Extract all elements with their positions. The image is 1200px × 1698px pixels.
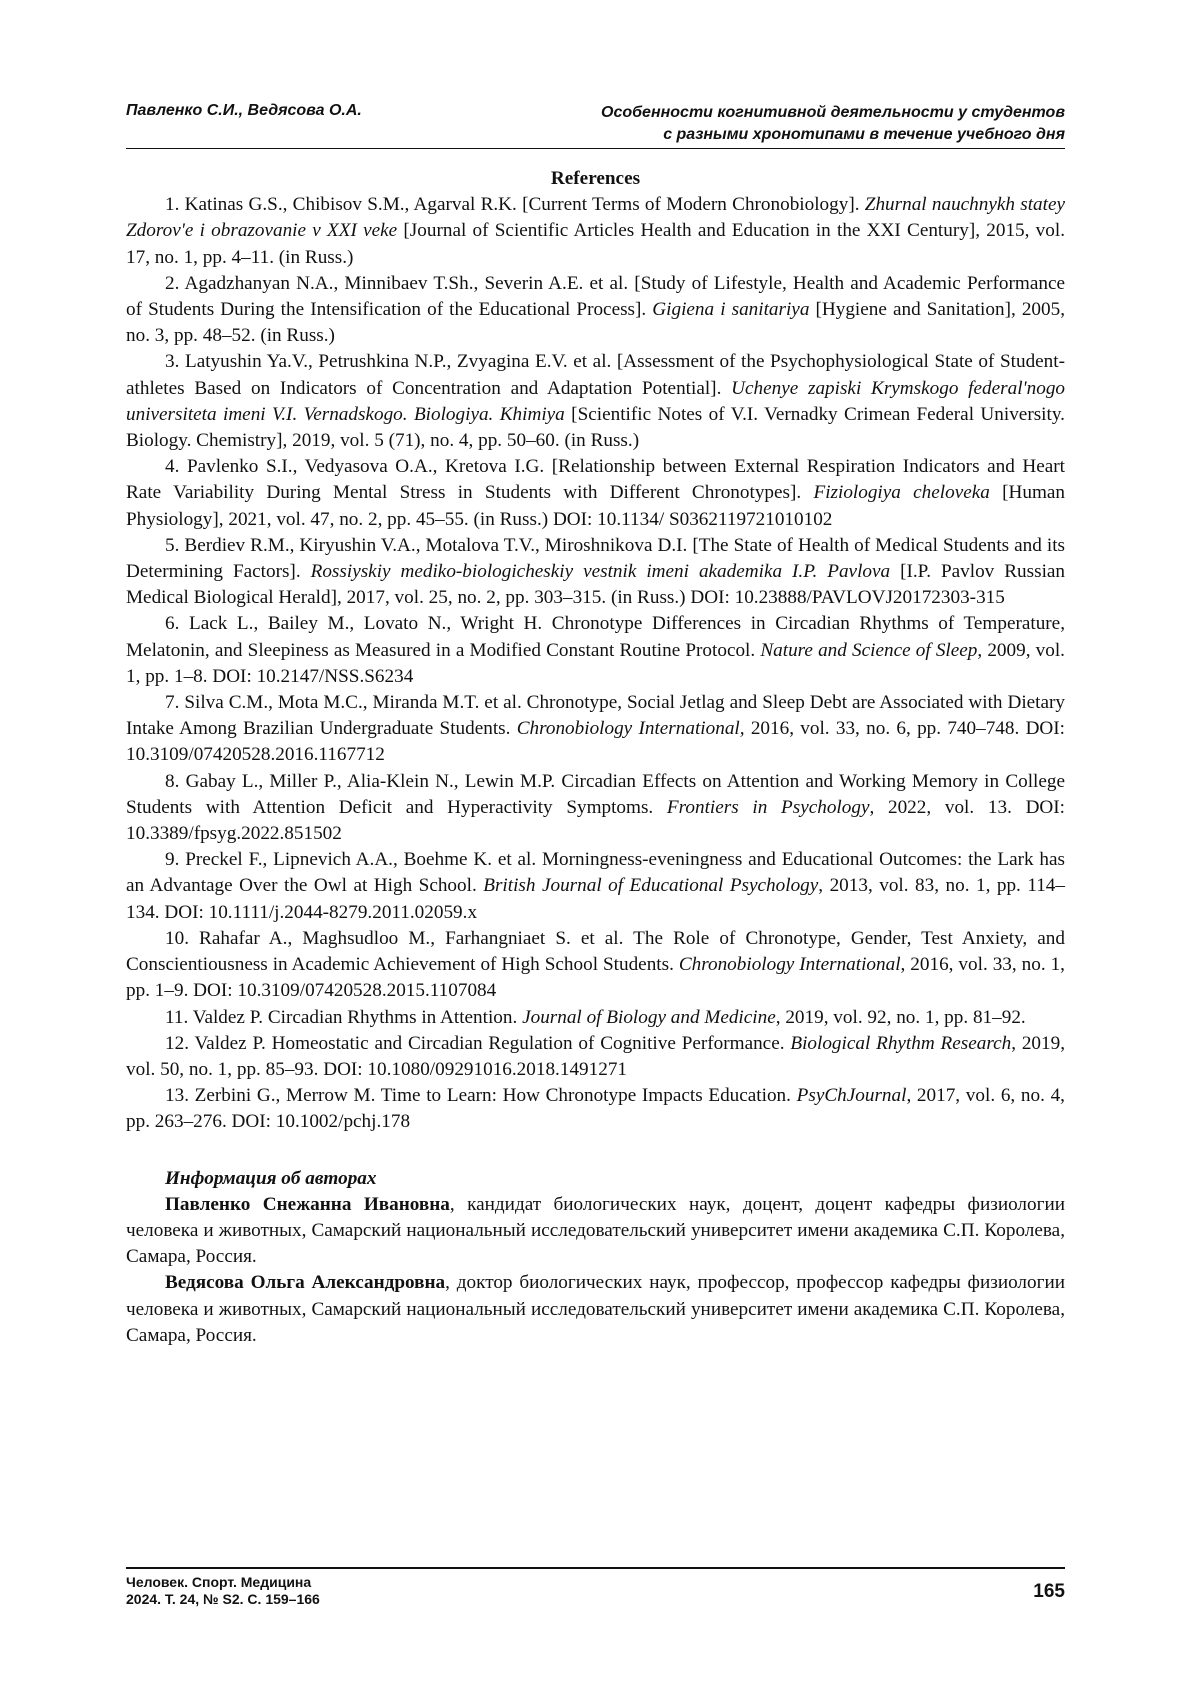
reference-source-title: Uchenye zapiski Krymskogo federal'nogo universiteta imeni V.I. Vernadskogo. Biologiya. Khimiya [126,377,1066,425]
reference-item [126,690,1065,769]
reference-item [126,349,1065,454]
reference-list [126,192,1065,1135]
reference-source-title: PsyChJournal [796,1085,907,1107]
reference-text: 11. Valdez P. Circadian Rhythms in Attention. [165,1006,523,1028]
authors-info-heading: Информация об авторах [165,1167,377,1189]
running-header-authors: Павленко С.И., Ведясова О.А. [126,102,362,119]
reference-source-title: Fiziologiya cheloveka [813,482,990,504]
reference-source-title: Journal of Biology and Medicine [522,1006,776,1028]
reference-details: , 2019, vol. 92, no. 1, pp. 81–92. [775,1006,1026,1028]
reference-details: , 2009, vol. 1, pp. 1–8. DOI: 10.2147/NSS.S6234 [126,639,1065,687]
reference-text: 1. Katinas G.S., Chibisov S.M., Agarval R.K. [Current Terms of Modern Chronobiology]. [165,194,865,216]
reference-item [126,611,1065,690]
reference-item [126,1031,1065,1083]
reference-details: [Scientific Notes of V.I. Vernadky Crimean Federal University. Biology. Chemistry], 2019, vol. 5 (71), no. 4, pp. 50–60. (in Russ.) [126,403,1065,452]
footer-divider [126,1567,1065,1569]
reference-item [126,454,1065,533]
reference-source-title: Biological Rhythm Research [790,1032,1012,1054]
journal-name: Человек. Спорт. Медицина [126,1574,312,1590]
reference-text: 2. Agadzhanyan N.A., Minnibaev T.Sh., Severin A.E. et al. [Study of Lifestyle, Health and Academic Performance of Students During the Intensification of the Educational Process]. [126,272,1065,321]
author-name: Ведясова Ольга Александровна [165,1272,446,1294]
reference-details: [Human Physiology], 2021, vol. 47, no. 2, pp. 45–55. (in Russ.) DOI: 10.1134/ S0362119721010102 [126,482,1065,530]
reference-source-title: Nature and Science of Sleep [760,639,978,661]
reference-source-title: Chronobiology International, [516,718,745,740]
reference-item [126,926,1065,1005]
reference-source-title: Rossiyskiy mediko-biologicheskiy vestnik imeni akademika I.P. Pavlova [310,561,891,583]
reference-text: 6. Lack L., Bailey M., Lovato N., Wright H. Chronotype Differences in Circadian Rhythms of Temperature, Melatonin, and Sleepiness as Measured in a Modified Constant Routine Protocol. [126,613,1065,661]
author-entry [126,1270,1065,1349]
reference-text: 13. Zerbini G., Merrow M. Time to Learn: How Chronotype Impacts Education. [165,1085,797,1107]
reference-text: 5. Berdiev R.M., Kiryushin V.A., Motalova T.V., Miroshnikova D.I. [The State of Health of Medical Students and its Determining Factors]. [126,534,1065,583]
author-details: , доктор биологических наук, профессор, профессор кафедры физиологии человека и животных, Самарский национальный исследовательский университет имени академика С.П. Королева, Самара, Россия. [126,1272,1065,1346]
authors-info-section [126,1166,1065,1349]
reference-text: 10. Rahafar A., Maghsudloo M., Farhangniaet S. et al. The Role of Chronotype, Gender, Test Anxiety, and Conscientiousness in Academic Achievement of High School Students. [126,927,1065,976]
author-details: , кандидат биологических наук, доцент, доцент кафедры физиологии человека и животных, Самарский национальный исследовательский университет имени академика С.П. Королева, Самара, Россия. [126,1193,1065,1268]
reference-details: , 2022, vol. 13. DOI: 10.3389/fpsyg.2022.851502 [126,796,1065,845]
reference-source-title: Chronobiology International [678,954,901,976]
references-heading: References [550,168,641,189]
reference-details: , 2016, vol. 33, no. 1, pp. 1–9. DOI: 10.3109/07420528.2015.1107084 [126,954,1065,1002]
author-entry [126,1192,1065,1271]
reference-item [126,533,1065,612]
reference-details: , 2013, vol. 83, no. 1, pp. 114–134. DOI: 10.1111/j.2044-8279.2011.02059.x [126,875,1065,923]
journal-issue: 2024. Т. 24, № S2. С. 159–166 [126,1591,320,1607]
reference-item [126,192,1065,271]
running-header-title-line: Особенности когнитивной деятельности у студентов [601,104,1065,121]
reference-text: 4. Pavlenko S.I., Vedyasova O.A., Kretova I.G. [Relationship between External Respiration Indicators and Heart Rate Variability During Mental Stress in Students with Different Chronotypes]. [126,456,1065,504]
reference-source-title: Frontiers in Psychology [666,796,870,818]
reference-item [126,271,1065,350]
reference-item [126,847,1065,926]
reference-details: [Journal of Scientific Articles Health and Education in the XXI Century], 2015, vol. 17, no. 1, pp. 4–11. (in Russ.) [126,220,1065,268]
reference-text: 7. Silva C.M., Mota M.C., Miranda M.T. et al. Chronotype, Social Jetlag and Sleep Debt are Associated with Dietary Intake Among Brazilian Undergraduate Students. [126,692,1065,740]
reference-details: , 2017, vol. 6, no. 4, pp. 263–276. DOI: 10.1002/pchj.178 [126,1085,1065,1133]
author-list [126,1192,1065,1349]
header-divider [126,148,1065,149]
reference-text: 8. Gabay L., Miller P., Alia-Klein N., Lewin M.P. Circadian Effects on Attention and Working Memory in College Students with Attention Deficit and Hyperactivity Symptoms. [126,770,1065,818]
reference-details: , 2019, vol. 50, no. 1, pp. 85–93. DOI: 10.1080/09291016.2018.1491271 [126,1032,1066,1080]
reference-details: [Hygiene and Sanitation], 2005, no. 3, pp. 48–52. (in Russ.) [126,299,1066,347]
reference-source-title: Gigiena i sanitariya [652,299,810,321]
reference-source-title: Zhurnal nauchnykh statey Zdorov'e i obrazovanie v XXI veke [126,194,1065,242]
author-name: Павленко Снежанна Ивановна [165,1193,450,1215]
reference-details: 2016, vol. 33, no. 6, pp. 740–748. DOI: 10.3109/07420528.2016.1167712 [126,718,1065,766]
running-header-title [500,102,1065,146]
reference-text: 9. Preckel F., Lipnevich A.A., Boehme K. et al. Morningness-eveningness and Educational Outcomes: the Lark has an Advantage Over the Owl at High School. [126,849,1065,897]
reference-details: [I.P. Pavlov Russian Medical Biological Herald], 2017, vol. 25, no. 2, pp. 303–315. (in Russ.) DOI: 10.23888/PAVLOVJ20172303-315 [126,561,1066,609]
page-body [126,166,1065,1349]
running-header-title-line: с разными хронотипами в течение учебного дня [663,126,1065,143]
reference-item [126,1083,1065,1135]
reference-source-title: British Journal of Educational Psychology [483,875,819,897]
journal-footer [126,1574,320,1608]
reference-item [126,769,1065,848]
reference-item [126,1005,1065,1031]
reference-text: 3. Latyushin Ya.V., Petrushkina N.P., Zvyagina E.V. et al. [Assessment of the Psychophysiological State of Student-athletes Based on Indicators of Concentration and Adaptation Potential]. [126,351,1065,399]
reference-text: 12. Valdez P. Homeostatic and Circadian Regulation of Cognitive Performance. [165,1032,791,1054]
page-number: 165 [1033,1581,1065,1602]
